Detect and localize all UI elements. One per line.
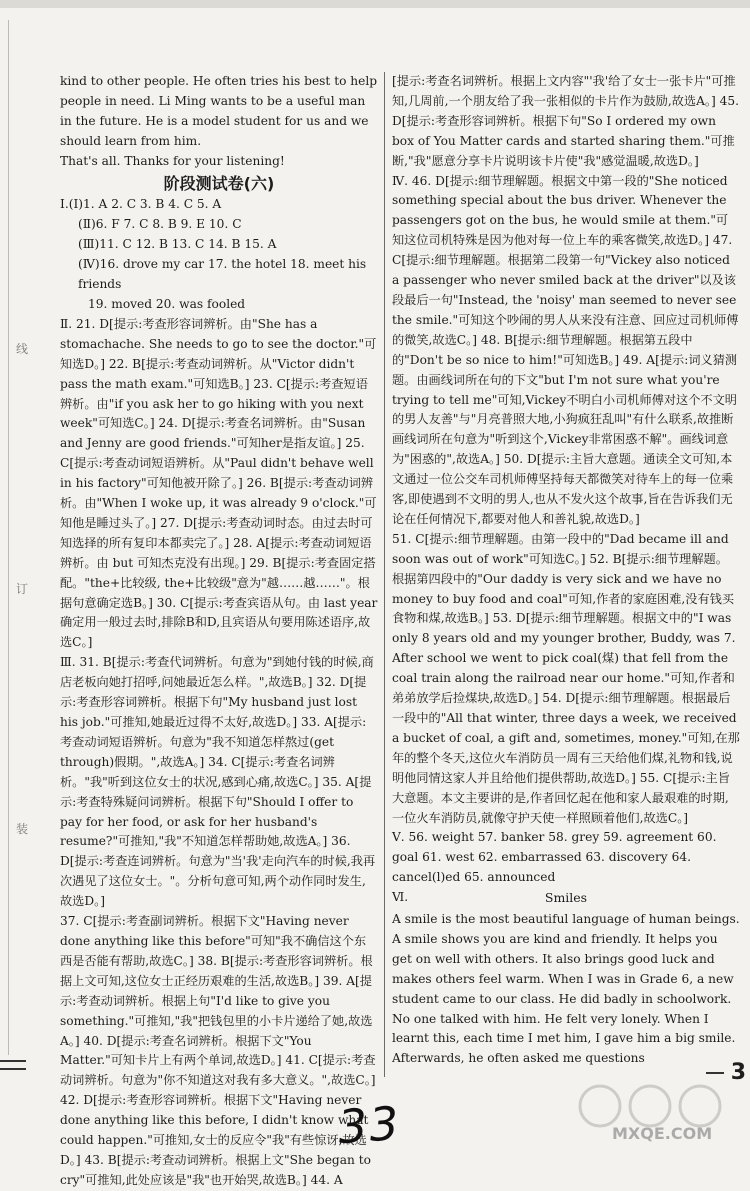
handwritten-page-note: 33 xyxy=(336,1095,403,1155)
binding-mark-line: 线 xyxy=(15,342,28,356)
part3-answers-continued: 37. C[提示:考查副词辨析。根据下文"Having never done anything like this before"可知"我不确信这个东西是否能有帮助,故选C。] 38. B[提示:考查形容词辨析。根据上文可知,这位女士正经历艰难的生活,故选B。] 39. A[提示:考查动词辨析。根据上句"I'd like to give you something."可推知,"我"把钱包里的小卡片递给了她,故选A。] 40. D[提示:考查名词辨析。根据下文"You Matter."可知卡片上有两个单词,故选D。] 41. C[提示:考查动词辨析。句意为"你不知道这对我有多大意义。",故选C。] 42. D[提示:考查形容词辨析。根据下文"Having never done anything like this before, I didn't know what could happen."可推知,女士的反应令"我"有些惊讶,故选D。] 43. B[提示:考查动词辨析。根据上文"She began to cry"可推知,此处应该是"我"也开始哭,故选B。] 44. A xyxy=(60,914,376,1187)
essay-body: A smile is the most beautiful language of human beings. A smile shows you are kind and friendly. It helps you get on well with others. It also brings good luck and makes others feel warm. When I was in Grade 6, a new student came to our class. He did badly in schoolwork. No one talked with him. He felt very lonely. When I learnt this, each time I met him, I gave him a big smile. Afterwards, he often asked me questions xyxy=(392,911,740,1066)
essay-title: Smiles xyxy=(544,890,588,906)
part1-row: (Ⅱ)6. F 7. C 8. B 9. E 10. C xyxy=(78,217,242,232)
page-number: 3 xyxy=(730,1060,746,1085)
edge-tick xyxy=(0,1068,26,1070)
page-number-dash xyxy=(706,1072,724,1074)
column-divider xyxy=(384,72,385,1077)
part3-answers: Ⅲ. 31. B[提示:考查代词辨析。句意为"到她付钱的时候,商店老板向她打招呼,问她最近怎么样。",故选B。] 32. D[提示:考查形容词辨析。根据下句"My husband just lost his job."可推知,她最近过得不太好,故选D。] 33. A[提示:考查动词短语辨析。句意为"我不知道怎样熬过(get through)假期。",故选A。] 34. C[提示:考查名词辨析。"我"听到这位女士的状况,感到心痛,故选C。] 35. A[提示:考查特殊疑问词辨析。根据下句"Should I offer to pay for her food, or ask for her husband's resume?"可推知,"我"不知道怎样帮助她,故选A。] 36. D[提示:考查连词辨析。句意为"当'我'走向汽车的时候,我再次遇见了这位女士。"。分析句意可知,两个动作同时发生,故选D。] xyxy=(60,655,376,909)
binding-mark-order: 订 xyxy=(15,582,28,596)
part6-head: Ⅵ. xyxy=(392,890,409,905)
watermark-text: MXQE.COM xyxy=(612,1124,713,1143)
part1-row: (Ⅲ)11. C 12. B 13. C 14. B 15. A xyxy=(78,237,277,252)
part2-answers: Ⅱ. 21. D[提示:考查形容词辨析。由"She has a stomachache. She needs to go to see the doctor."可知选D。] 22. B[提示:考查动词辨析。从"Victor didn't pass the math exam."可知选B。] 23. C[提示:考查短语辨析。由"if you ask her to go hiking with you next week"可知选C。] 24. D[提示:考查名词辨析。由"Susan and Jenny are good friends."可知her是指友谊。] 25. C[提示:考查动词短语辨析。从"Paul didn't behave well in his factory"可知他被开除了。] 26. B[提示:考查动词辨析。由"When I woke up, it was already 9 o'clock."可知他是睡过头了。] 27. D[提示:考查动词时态。由过去时可知选择的所有复印本都卖完了。] 28. A[提示:考查动词短语辨析。由 but 可知杰克没有出现。] 29. B[提示:考查固定搭配。"the+比较级, the+比较级"意为"越……越……"。根据句意确定选B。] 30. C[提示:考查宾语从句。由 last year 确定用一般过去时,排除B和D,且宾语从句要用陈述语序,故选C。] xyxy=(60,316,378,650)
binding-line xyxy=(8,20,9,1055)
intro-paragraph: kind to other people. He often tries his best to help people in need. Li Ming wants to be a useful man in the future. He is a model student for us and we should learn from him. xyxy=(60,74,378,148)
binding-mark-bind: 装 xyxy=(15,822,28,836)
part5-answers: Ⅴ. 56. weight 57. banker 58. grey 59. agreement 60. goal 61. west 62. embarrassed 63. discovery 64. cancel(l)ed 65. announced xyxy=(392,830,717,885)
part4-answers-continued: 51. C[提示:细节理解题。由第一段中的"Dad became ill and soon was out of work"可知选C。] 52. B[提示:细节理解题。根据第四段中的"Our daddy is very sick and we have no money to buy food and coal"可知,作者的家庭困难,没有钱买食物和煤,故选B。] 53. D[提示:细节理解题。根据文中的"I was only 8 years old and my younger brother, Buddy, was 7. After school we went to pick coal(煤) that fell from the coal train along the railroad near our home."可知,作者和弟弟放学后捡煤块,故选D。] 54. D[提示:细节理解题。根据最后一段中的"All that winter, three days a week, we received a bucket of coal, a gift and, sometimes, money."可知,在那年的整个冬天,这位火车消防员一周有三天给他们煤,礼物和钱,说明他同情这家人并且给他们提供帮助,故选D。] 55. C[提示:主旨大意题。本文主要讲的是,作者回忆起在他和家人最艰难的时期,一位火车消防员,就像守护天使一样照顾着他们,故选C。] xyxy=(392,531,740,825)
part3-continuation: [提示:考查名词辨析。根据上文内容"'我'给了女士一张卡片"可推知,几周前,一个朋友给了我一张相似的卡片作为鼓励,故选A。] 45. D[提示:考查形容词辨析。根据下句"So I ordered my own box of You Matter cards and started sharing them."可推断,"我"愿意分享卡片说明该卡片使"我"感觉温暖,故选D。] xyxy=(392,74,740,168)
part4-answers: Ⅳ. 46. D[提示:细节理解题。根据文中第一段的"She noticed something special about the bus driver. Whenever the passengers got on the bus, he would smile at them."可知这位司机特殊是因为他对每一位上车的乘客微笑,故选D。] 47. C[提示:细节理解题。根据第二段第一句"Vickey also noticed a passenger who never smiled back at the driver"以及该段最后一句"Instead, the 'noisy' man seemed to never see the smile."可知这个吵闹的男人从来没有注意、回应过司机师傅的微笑,故选C。] 48. B[提示:细节理解题。根据第五段中的"Don't be so nice to him!"可知选B。] 49. A[提示:词义猜测题。由画线词所在句的下文"but I'm not sure what you're trying to tell me"可知,Vickey不明白小司机师傅对这个不文明的男人友善"与"月亮普照大地,小狗疯狂乱叫"有什么联系,故推断画线词所在句意为"听到这个,Vickey非常困惑不解"。画线词意为"困惑的",故选A。] 50. D[提示:主旨大意题。通读全文可知,本文通过一位公交车司机师傅坚持每天都微笑对待车上的每一位乘客,即使遇到不文明的男人,也从不发火这个故事,旨在告诉我们无论在任何情况下,都要对他人和善礼貌,故选D。] xyxy=(392,173,739,526)
part1-row: (Ⅳ)16. drove my car 17. the hotel 18. meet his friends xyxy=(78,257,367,292)
left-column xyxy=(60,72,378,1191)
page-top-edge xyxy=(0,0,750,8)
section-title: 阶段测试卷(六) xyxy=(163,173,275,193)
right-column xyxy=(392,72,740,1069)
intro-closing: That's all. Thanks for your listening! xyxy=(60,153,285,168)
part1-row: 19. moved 20. was fooled xyxy=(88,296,246,311)
part1-head: Ⅰ.(Ⅰ)1. A 2. C 3. B 4. C 5. A xyxy=(60,197,222,212)
edge-tick xyxy=(0,1060,26,1062)
